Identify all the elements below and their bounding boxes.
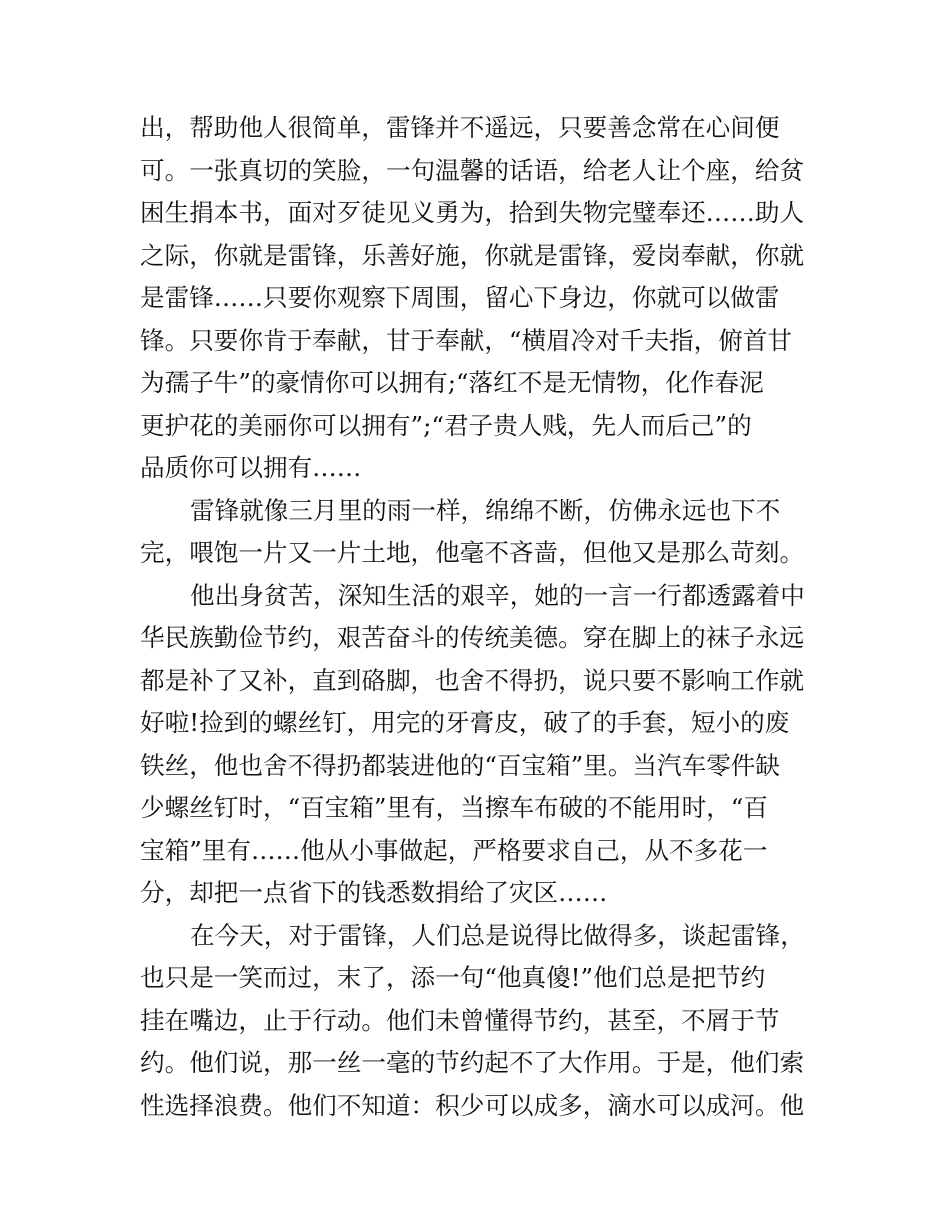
text-line: 少螺丝钉时，“百宝箱”里有，当擦车布破的不能用时，“百 [140, 793, 768, 822]
text-line: 性选择浪费。他们不知道：积少可以成多，滴水可以成河。他 [140, 1090, 805, 1120]
text-line: 在今天，对于雷锋，人们总是说得比做得多，谈起雷锋， [190, 920, 805, 950]
text-line: 更护花的美丽你可以拥有”;“君子贵人贱，先人而后己”的 [140, 410, 752, 440]
text-line: 完，喂饱一片又一片土地，他毫不吝啬，但他又是那么苛刻。 [140, 538, 805, 567]
text-line: 约。他们说，那一丝一毫的节约起不了大作用。于是，他们索 [140, 1048, 805, 1077]
text-line: 铁丝，他也舍不得扔都装进他的“百宝箱”里。当汽车零件缺 [140, 750, 780, 780]
text-line: 出，帮助他人很简单，雷锋并不遥远，只要善念常在心间便 [140, 113, 780, 142]
text-line: 雷锋就像三月里的雨一样，绵绵不断，仿佛永远也下不 [190, 495, 781, 525]
text-line: 困生捐本书，面对歹徒见义勇为，拾到失物完璧奉还……助人 [140, 198, 805, 227]
text-line: 挂在嘴边，止于行动。他们未曾懂得节约，甚至，不屑于节 [140, 1005, 780, 1035]
text-line: 品质你可以拥有…… [140, 453, 362, 482]
text-line: 他出身贫苦，深知生活的艰辛，她的一言一行都透露着中 [190, 580, 805, 610]
text-line: 好啦!捡到的螺丝钉，用完的牙膏皮，破了的手套，短小的废 [140, 708, 790, 737]
text-line: 华民族勤俭节约，艰苦奋斗的传统美德。穿在脚上的袜子永远 [140, 623, 805, 652]
text-line: 是雷锋……只要你观察下周围，留心下身边，你就可以做雷 [140, 283, 780, 312]
body-text [140, 107, 820, 1127]
text-line: 为孺子牛”的豪情你可以拥有;“落红不是无情物，化作春泥 [140, 368, 764, 397]
text-line: 锋。只要你肯于奉献，甘于奉献，“横眉冷对千夫指，俯首甘 [140, 325, 793, 355]
text-line: 分，却把一点省下的钱悉数捐给了灾区…… [140, 878, 608, 907]
text-line: 可。一张真切的笑脸，一句温馨的话语，给老人让个座，给贫 [140, 155, 805, 185]
text-line: 宝箱”里有……他从小事做起，严格要求自己，从不多花一 [140, 835, 768, 865]
text-line: 也只是一笑而过，末了，添一句“他真傻!”他们总是把节约 [140, 963, 766, 992]
text-line: 都是补了又补，直到硌脚，也舍不得扔，说只要不影响工作就 [140, 665, 805, 695]
text-line: 之际，你就是雷锋，乐善好施，你就是雷锋，爱岗奉献，你就 [140, 240, 805, 270]
